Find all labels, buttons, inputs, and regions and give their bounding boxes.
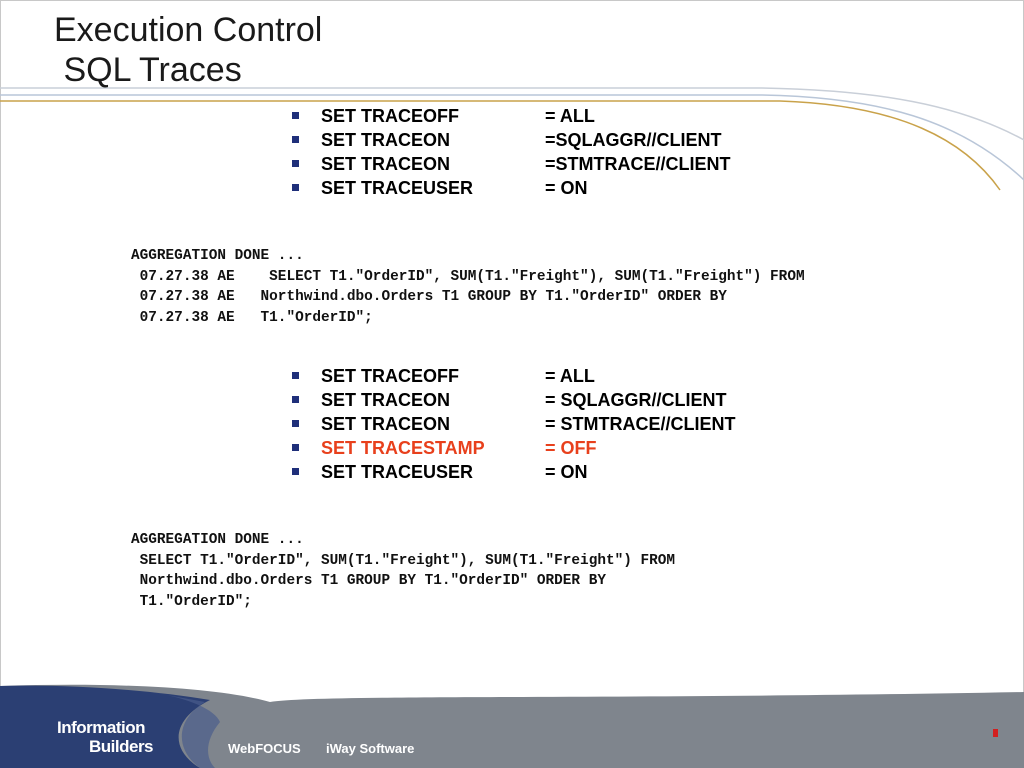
bullet-value: = OFF — [545, 438, 597, 458]
square-bullet-icon — [292, 420, 299, 427]
bullet-value: =SQLAGGR//CLIENT — [545, 130, 722, 150]
trace-output-2 — [131, 530, 675, 612]
bullet-command: SET TRACEON — [321, 154, 451, 174]
trace-line: AGGREGATION DONE ... — [131, 532, 304, 548]
product-webfocus: WebFOCUS — [228, 741, 301, 756]
bullet-value: = ON — [545, 178, 588, 198]
brand-logo-line-1: Information — [57, 718, 145, 737]
bullet-value: = ALL — [545, 366, 595, 386]
title-line-2: SQL Traces — [54, 51, 242, 89]
bullet-command: SET TRACESTAMP — [321, 438, 485, 458]
bullet-value: =STMTRACE//CLIENT — [545, 154, 731, 174]
bullet-command: SET TRACEOFF — [321, 366, 459, 386]
slide-title — [54, 10, 322, 90]
bullet-value: = STMTRACE//CLIENT — [545, 414, 736, 434]
trace-line: SELECT T1."OrderID", SUM(T1."Freight"), SUM(T1."Freight") FROM — [131, 552, 676, 569]
bullet-command: SET TRACEON — [321, 130, 451, 150]
square-bullet-icon — [292, 136, 299, 143]
bullet-command: SET TRACEON — [321, 390, 451, 410]
trace-line: 07.27.38 AE SELECT T1."OrderID", SUM(T1."Freight"), SUM(T1."Freight") FROM — [131, 268, 805, 285]
bullet-command: SET TRACEOFF — [321, 106, 459, 126]
bullet-command: SET TRACEUSER — [321, 178, 474, 198]
square-bullet-icon — [292, 444, 299, 451]
bullet-value: = SQLAGGR//CLIENT — [545, 390, 727, 410]
bullet-command: SET TRACEON — [321, 414, 451, 434]
trace-line: AGGREGATION DONE ... — [131, 248, 304, 264]
trace-line: Northwind.dbo.Orders T1 GROUP BY T1."OrderID" ORDER BY — [131, 573, 606, 589]
trace-output-1 — [131, 246, 805, 328]
square-bullet-icon — [292, 112, 299, 119]
square-bullet-icon — [292, 396, 299, 403]
trace-line: 07.27.38 AE T1."OrderID"; — [131, 309, 373, 326]
bullet-command: SET TRACEUSER — [321, 462, 474, 482]
square-bullet-icon — [292, 160, 299, 167]
bullet-value: = ON — [545, 462, 588, 482]
bullet-value: = ALL — [545, 106, 595, 126]
product-iway: iWay Software — [326, 741, 415, 756]
trace-line: T1."OrderID"; — [131, 593, 252, 610]
square-bullet-icon — [292, 372, 299, 379]
square-bullet-icon — [292, 184, 299, 191]
trace-line: 07.27.38 AE Northwind.dbo.Orders T1 GROUP BY T1."OrderID" ORDER BY — [131, 289, 727, 305]
square-bullet-icon — [292, 468, 299, 475]
footer-band — [0, 680, 1024, 768]
page-marker-icon — [993, 729, 998, 737]
title-line-1: Execution Control — [54, 11, 323, 49]
brand-logo-line-2: Builders — [89, 737, 154, 756]
